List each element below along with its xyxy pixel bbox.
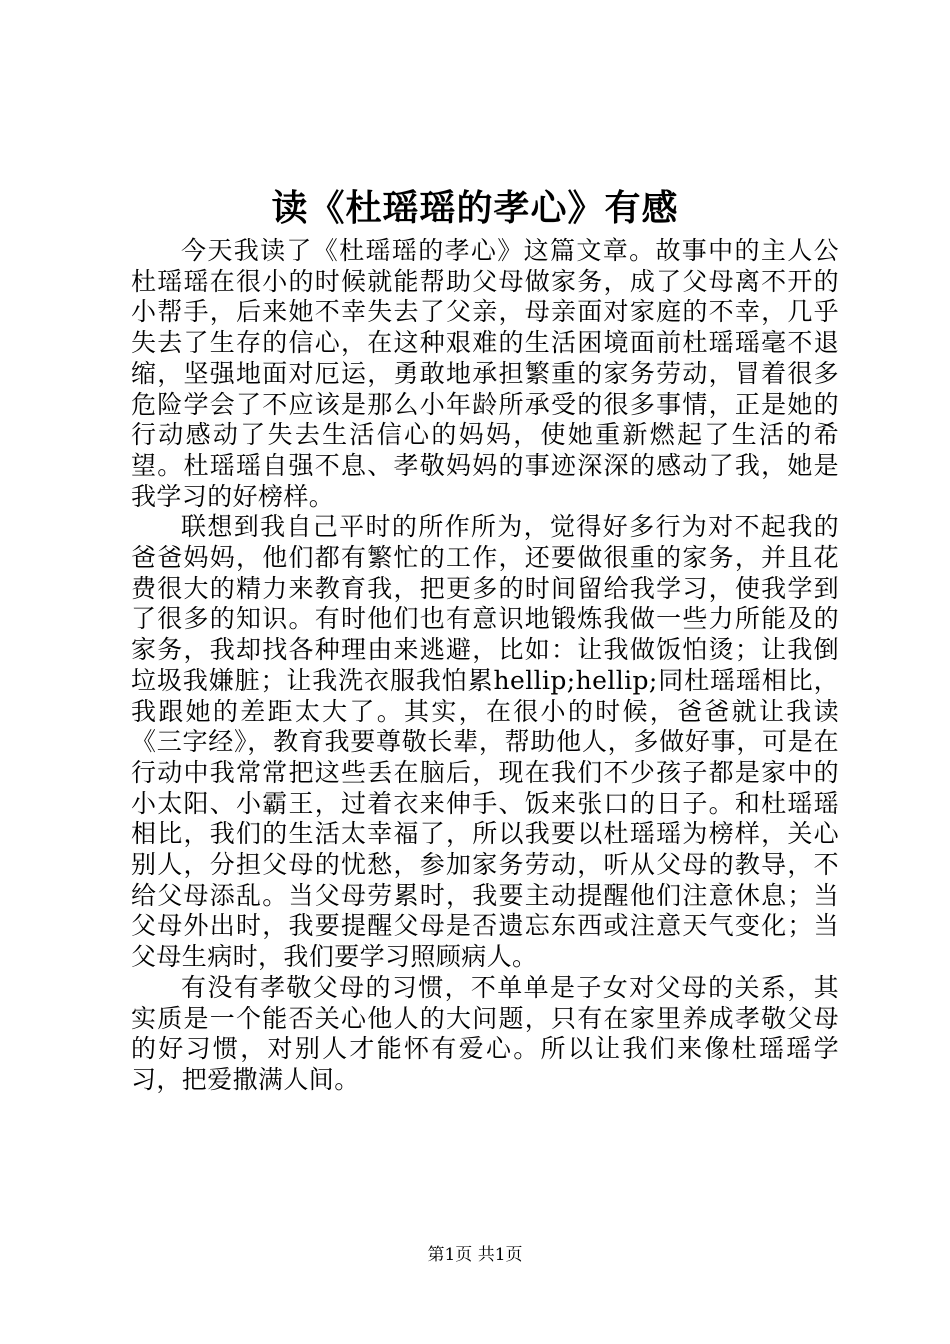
document-body	[131, 236, 839, 1096]
paragraph-3: 有没有孝敬父母的习惯，不单单是子女对父母的关系，其实质是一个能否关心他人的大问题，只有在家里养成孝敬父母的好习惯，对别人才能怀有爱心。所以让我们来像杜瑶瑶学习，把爱撒满人间。	[131, 972, 839, 1094]
document-title: 读《杜瑶瑶的孝心》有感	[271, 187, 679, 229]
page-footer: 第1页 共1页	[427, 1245, 523, 1265]
paragraph-2: 联想到我自己平时的所作所为，觉得好多行为对不起我的爸爸妈妈，他们都有繁忙的工作，还要做很重的家务，并且花费很大的精力来教育我，把更多的时间留给我学习，使我学到了很多的知识。有时他们也有意识地锻炼我做一些力所能及的家务，我却找各种理由来逃避，比如：让我做饭怕烫；让我倒垃圾我嫌脏；让我洗衣服我怕累hellip;hellip;同杜瑶瑶相比，我跟她的差距太大了。其实，在很小的时候，爸爸就让我读《三字经》，教育我要尊敬长辈，帮助他人，多做好事，可是在行动中我常常把这些丢在脑后，现在我们不少孩子都是家中的小太阳、小霸王，过着衣来伸手、饭来张口的日子。和杜瑶瑶相比，我们的生活太幸福了，所以我要以杜瑶瑶为榜样，关心别人，分担父母的忧愁，参加家务劳动，听从父母的教导，不给父母添乱。当父母劳累时，我要主动提醒他们注意休息；当父母外出时，我要提醒父母是否遗忘东西或注意天气变化；当父母生病时，我们要学习照顾病人。	[131, 512, 839, 972]
paragraph-1: 今天我读了《杜瑶瑶的孝心》这篇文章。故事中的主人公杜瑶瑶在很小的时候就能帮助父母做家务，成了父母离不开的小帮手，后来她不幸失去了父亲，母亲面对家庭的不幸，几乎失去了生存的信心，在这种艰难的生活困境面前杜瑶瑶毫不退缩，坚强地面对厄运，勇敢地承担繁重的家务劳动，冒着很多危险学会了不应该是那么小年龄所承受的很多事情，正是她的行动感动了失去生活信心的妈妈，使她重新燃起了生活的希望。杜瑶瑶自强不息、孝敬妈妈的事迹深深的感动了我，她是我学习的好榜样。	[131, 236, 839, 511]
